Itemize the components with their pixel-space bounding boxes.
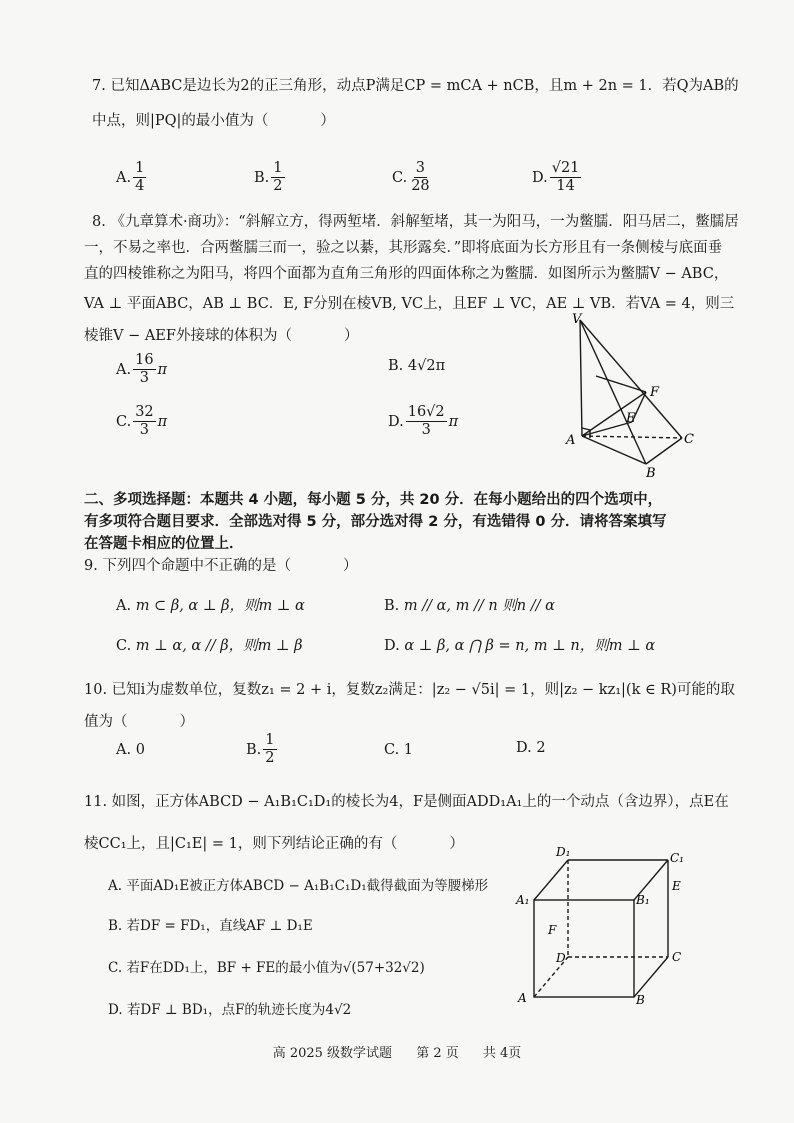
label-f: F	[548, 923, 557, 937]
q7-option-a[interactable]: A. $\frac{1}{4}$	[116, 160, 145, 194]
label-b: B	[636, 993, 645, 1007]
q11-option-b[interactable]: B. 若DF = FD₁，直线AF ⊥ D₁E	[108, 918, 313, 934]
label-a: A	[566, 433, 576, 448]
footer-total: 共 4页	[482, 1046, 522, 1061]
q10-option-b[interactable]: B. $\frac{1}{2}$	[246, 732, 275, 766]
label-e: E	[672, 879, 681, 893]
q8-option-c[interactable]: C. $\frac{32}{3}$ π	[116, 404, 168, 438]
section2-heading-line2: 有多项符合题目要求．全部选对得 5 分，部分选对得 2 分，有选错得 0 分．请将答案填写	[84, 514, 667, 530]
q7-stem-line1: 7. 已知ΔABC是边长为2的正三角形，动点P满足CP = mCA + nCB，且m + 2n = 1．若Q为AB的	[92, 78, 739, 94]
q9-option-c[interactable]: C. m ⊥ α, α // β，则m ⊥ β	[116, 638, 303, 654]
label-c: C	[672, 950, 682, 964]
q8-stem-line2: 一，不易之率也．合两鳖臑三而一，验之以綦，其形露矣．”即将底面为长方形且有一条侧棱与底面垂	[84, 240, 723, 256]
edge-ab	[582, 436, 646, 464]
label-f: F	[650, 385, 660, 400]
edge-a1d1	[534, 860, 568, 900]
edge-vf-aux	[596, 376, 646, 392]
section2-heading-line1: 二、多项选择题：本题共 4 小题，每小题 5 分，共 20 分．在每小题给出的四个选项中，	[84, 492, 663, 508]
q10-option-d[interactable]: D. 2	[516, 740, 546, 756]
q9-option-a[interactable]: A. m ⊂ β, α ⊥ β，则m ⊥ α	[116, 598, 305, 614]
page-footer	[0, 1042, 794, 1061]
cube-figure	[512, 842, 692, 1007]
q8-stem-line3: 直的四棱锥称之为阳马，将四个面都为直角三角形的四面体称之为鳖臑．如图所示为鳖臑V − ABC，	[84, 266, 729, 282]
q8-stem-line1: 8. 《九章算术·商功》：“斜解立方，得两堑堵．斜解堑堵，其一为阳马，一为鳖臑．阳马居二，鳖臑居	[92, 214, 739, 230]
label-d1: D₁	[556, 845, 571, 859]
q8-stem-line4: VA ⊥ 平面ABC，AB ⊥ BC．E, F分别在棱VB, VC上，且EF ⊥ VC，AE ⊥ VB．若VA = 4，则三	[84, 296, 735, 312]
q8-option-b[interactable]: B. 4√2π	[388, 358, 446, 374]
q9-option-b[interactable]: B. m // α, m // n 则n // α	[384, 598, 555, 614]
edge-bc	[634, 957, 668, 997]
q9-option-d[interactable]: D. α ⊥ β, α ⋂ β = n, m ⊥ n，则m ⊥ α	[384, 638, 656, 654]
edge-va	[580, 320, 582, 436]
section2-heading-line3: 在答题卡相应的位置上．	[84, 536, 244, 552]
label-a: A	[518, 991, 527, 1005]
footer-page: 第 2 页	[416, 1046, 459, 1061]
cube-front-face	[534, 900, 634, 997]
label-d: D	[556, 951, 566, 965]
q9-stem: 9. 下列四个命题中不正确的是（ ）	[84, 558, 358, 574]
edge-bc	[646, 438, 682, 464]
label-b: B	[646, 466, 656, 480]
label-e: E	[626, 411, 636, 426]
q10-stem-line1: 10. 已知i为虚数单位，复数z₁ = 2 + i，复数z₂满足：|z₂ − √5i| = 1，则|z₂ − kz₁|(k ∈ R)可能的取	[84, 682, 735, 698]
q11-option-a[interactable]: A. 平面AD₁E被正方体ABCD − A₁B₁C₁D₁截得截面为等腰梯形	[108, 878, 489, 894]
q11-stem-line2: 棱CC₁上，且|C₁E| = 1，则下列结论正确的有（ ）	[84, 836, 464, 852]
label-v: V	[572, 312, 582, 327]
edge-ac	[582, 436, 682, 438]
q11-stem-line1: 11. 如图，正方体ABCD − A₁B₁C₁D₁的棱长为4，F是侧面ADD₁A₁上的一个动点（含边界），点E在	[84, 794, 729, 810]
q7-stem-line2: 中点，则|PQ|的最小值为（ ）	[92, 113, 335, 129]
tetrahedron-figure	[560, 310, 700, 480]
q8-option-a[interactable]: A. $\frac{16}{3}$ π	[116, 352, 168, 386]
q11-option-d[interactable]: D. 若DF ⊥ BD₁，点F的轨迹长度为4√2	[108, 1002, 352, 1018]
q10-stem-line2: 值为（ ）	[84, 714, 194, 730]
label-c1: C₁	[670, 851, 684, 865]
footer-title: 高 2025 级数学试题	[272, 1046, 393, 1061]
q10-option-c[interactable]: C. 1	[384, 742, 414, 758]
q7-option-d[interactable]: D. $\frac{√21}{14}$	[532, 160, 580, 194]
label-c: C	[684, 432, 694, 447]
label-a1: A₁	[516, 893, 530, 907]
q10-option-a[interactable]: A. 0	[116, 742, 145, 758]
q8-stem-line5: 棱锥V − AEF外接球的体积为（ ）	[84, 328, 359, 344]
label-b1: B₁	[636, 893, 650, 907]
edge-vb	[580, 320, 646, 464]
q7-option-c[interactable]: C. $\frac{3}{28}$	[392, 160, 430, 194]
q11-option-c[interactable]: C. 若F在DD₁上，BF + FE的最小值为√(57+32√2)	[108, 960, 425, 976]
q7-option-b[interactable]: B. $\frac{1}{2}$	[254, 160, 283, 194]
q8-option-d[interactable]: D. $\frac{16√2}{3}$ π	[388, 404, 459, 438]
